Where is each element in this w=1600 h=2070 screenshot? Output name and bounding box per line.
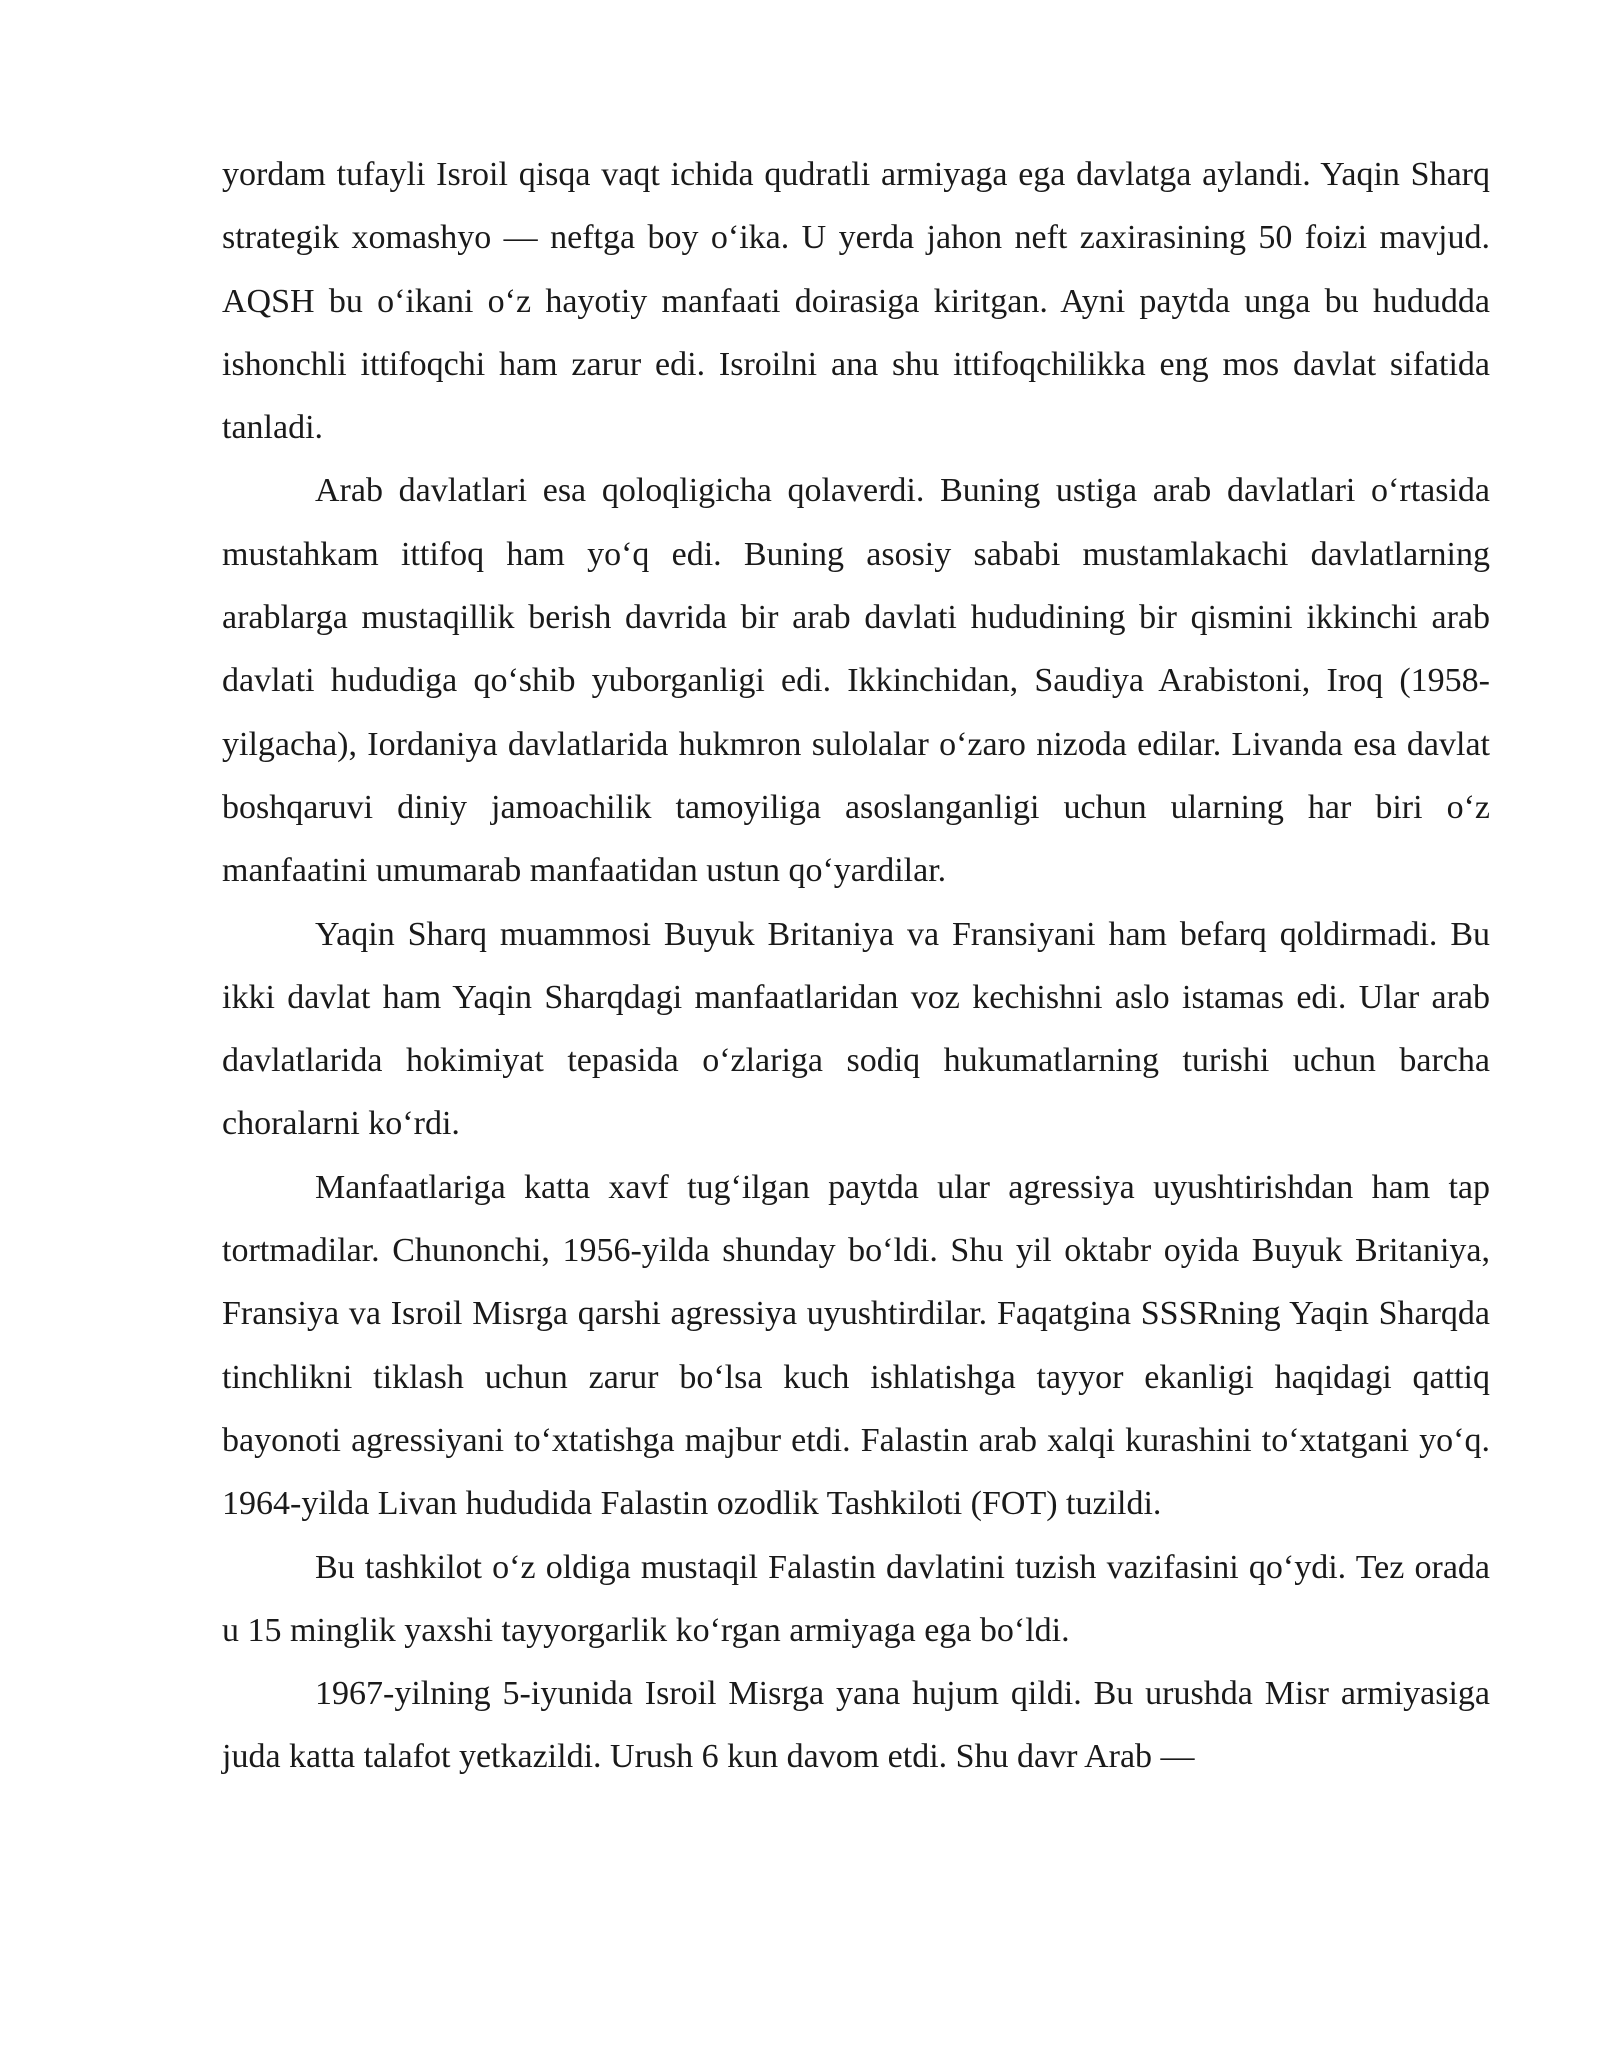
paragraph-4: Manfaatlariga katta xavf tug‘ilgan paytda ular agressiya uyushtirishdan ham tap tortmadilar. Chunonchi, 1956-yilda shunday bo‘ldi. Shu yil oktabr oyida Buyuk Britaniya, Fransiya va Isroil Misrga qarshi agressiya uyushtirdilar. Faqatgina SSSRning Yaqin Sharqda tinchlikni tiklash uchun zarur bo‘lsa kuch ishlatishga tayyor ekanligi haqidagi qattiq bayonoti agressiyani to‘xtatishga majbur etdi. Falastin arab xalqi kurashini to‘xtatgani yo‘q. 1964-yilda Livan hududida Falastin ozodlik Tashkiloti (FOT) tuzildi. bbox=[222, 1168, 1490, 1523]
paragraph-5: Bu tashkilot o‘z oldiga mustaqil Falastin davlatini tuzish vazifasini qo‘ydi. Tez orada u 15 minglik yaxshi tayyorgarlik ko‘rgan armiyaga ega bo‘ldi. bbox=[222, 1548, 1490, 1649]
body-text bbox=[222, 143, 1490, 1789]
paragraph-2: Arab davlatlari esa qoloqligicha qolaverdi. Buning ustiga arab davlatlari o‘rtasida mustahkam ittifoq ham yo‘q edi. Buning asosiy sababi mustamlakachi davlatlarning arablarga mustaqillik berish davrida bir arab davlati hududining bir qismini ikkinchi arab davlati hududiga qo‘shib yuborganligi edi. Ikkinchidan, Saudiya Arabistoni, Iroq (1958-yilgacha), Iordaniya davlatlarida hukmron sulolalar o‘zaro nizoda edilar. Livanda esa davlat boshqaruvi diniy jamoachilik tamoyiliga asoslanganligi uchun ularning har biri o‘z manfaatini umumarab manfaatidan ustun qo‘yardilar. bbox=[222, 472, 1490, 890]
paragraph-1: yordam tufayli Isroil qisqa vaqt ichida qudratli armiyaga ega davlatga aylandi. Yaqin Sharq strategik xomashyo — neftga boy o‘ika. U yerda jahon neft zaxirasining 50 foizi mavjud. AQSH bu o‘ikani o‘z hayotiy manfaati doirasiga kiritgan. Ayni paytda unga bu hududda ishonchli ittifoqchi ham zarur edi. Isroilni ana shu ittifoqchilikka eng mos davlat sifatida tanladi. bbox=[222, 156, 1490, 447]
paragraph-3: Yaqin Sharq muammosi Buyuk Britaniya va Fransiyani ham befarq qoldirmadi. Bu ikki davlat ham Yaqin Sharqdagi manfaatlaridan voz kechishni aslo istamas edi. Ular arab davlatlarida hokimiyat tepasida o‘zlariga sodiq hukumatlarning turishi uchun barcha choralarni ko‘rdi. bbox=[222, 915, 1490, 1143]
paragraph-6: 1967-yilning 5-iyunida Isroil Misrga yana hujum qildi. Bu urushda Misr armiyasiga juda katta talafot yetkazildi. Urush 6 kun davom etdi. Shu davr Arab — bbox=[222, 1675, 1490, 1776]
